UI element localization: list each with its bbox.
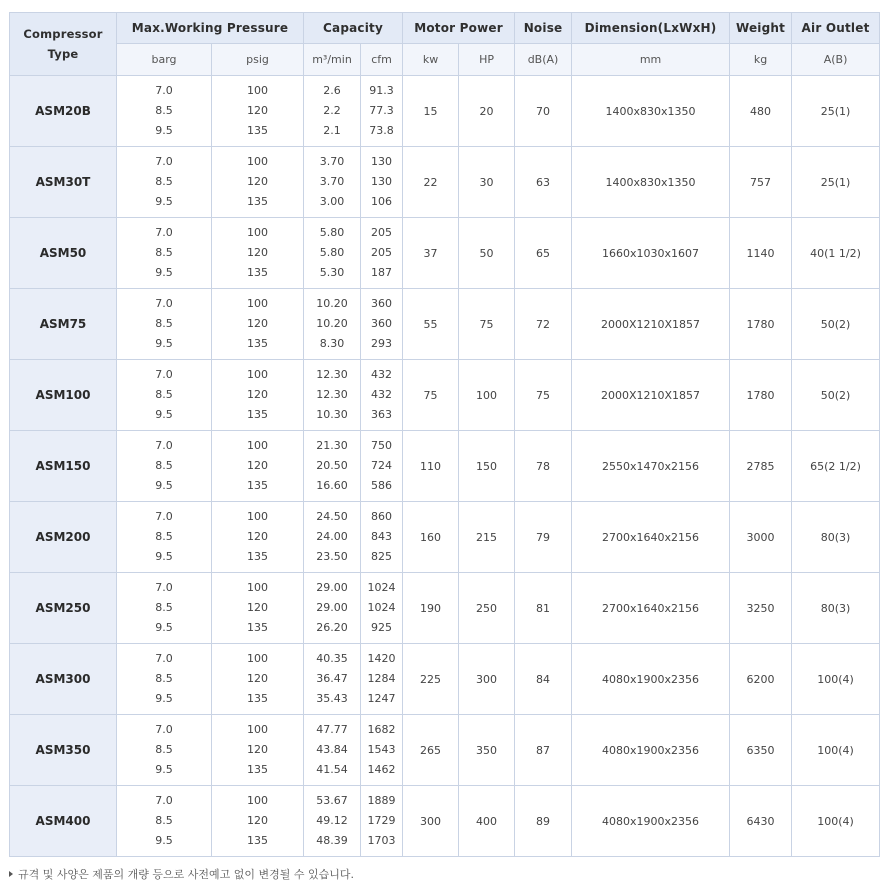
barg-cell [117,573,212,644]
m3min-cell-value: 49.12 [316,814,348,827]
weight-cell: 3000 [730,502,792,573]
barg-cell-value: 7.0 [155,723,173,736]
m3min-cell-value: 12.30 [316,388,348,401]
cfm-cell [361,289,403,360]
barg-cell-value: 8.5 [155,317,173,330]
kw-cell: 225 [403,644,459,715]
unit-m3min: m³/min [304,44,361,76]
barg-cell-value: 8.5 [155,246,173,259]
psig-cell [212,715,304,786]
barg-cell-value: 9.5 [155,266,173,279]
cfm-cell [361,715,403,786]
psig-cell-value: 135 [247,479,268,492]
footnote [9,866,354,882]
outlet-cell: 100(4) [792,644,880,715]
cfm-cell-value: 1247 [367,692,396,705]
table-row [10,502,880,573]
noise-cell: 72 [515,289,572,360]
outlet-cell: 25(1) [792,76,880,147]
m3min-cell-value: 5.30 [319,266,345,279]
psig-cell [212,573,304,644]
barg-cell-value: 9.5 [155,621,173,634]
barg-cell-value: 7.0 [155,84,173,97]
model-cell: ASM30T [10,147,117,218]
m3min-cell [304,573,361,644]
barg-cell-value: 9.5 [155,408,173,421]
outlet-cell: 100(4) [792,715,880,786]
cfm-cell-value: 73.8 [369,124,394,137]
m3min-cell-value: 8.30 [319,337,345,350]
cfm-cell [361,502,403,573]
cfm-cell [361,147,403,218]
noise-cell: 89 [515,786,572,857]
model-cell: ASM350 [10,715,117,786]
table-row [10,218,880,289]
cfm-cell-value: 586 [371,479,393,492]
dimension-cell: 2000X1210X1857 [572,360,730,431]
barg-cell [117,644,212,715]
cfm-cell-value: 1024 [367,601,396,614]
m3min-cell-value: 24.50 [316,510,348,523]
noise-cell: 79 [515,502,572,573]
barg-cell-value: 8.5 [155,530,173,543]
cfm-cell-value: 91.3 [369,84,394,97]
m3min-cell-value: 5.80 [319,246,345,259]
barg-cell-value: 8.5 [155,175,173,188]
table-row [10,573,880,644]
psig-cell [212,76,304,147]
cfm-cell-value: 130 [371,155,393,168]
psig-cell-value: 120 [247,743,268,756]
m3min-cell [304,502,361,573]
cfm-cell-value: 363 [371,408,393,421]
psig-cell [212,289,304,360]
barg-cell-value: 8.5 [155,814,173,827]
barg-cell [117,289,212,360]
m3min-cell-value: 26.20 [316,621,348,634]
cfm-cell-value: 825 [371,550,393,563]
hp-cell: 150 [459,431,515,502]
hp-cell: 250 [459,573,515,644]
barg-cell [117,76,212,147]
psig-cell-value: 135 [247,621,268,634]
model-cell: ASM400 [10,786,117,857]
model-cell: ASM150 [10,431,117,502]
psig-cell-value: 135 [247,834,268,847]
cfm-cell-value: 925 [371,621,393,634]
weight-cell: 757 [730,147,792,218]
psig-cell-value: 100 [247,794,268,807]
dimension-cell: 2550x1470x2156 [572,431,730,502]
weight-cell: 2785 [730,431,792,502]
dimension-cell: 4080x1900x2356 [572,715,730,786]
spec-table-container [9,12,880,857]
barg-cell [117,360,212,431]
outlet-cell: 50(2) [792,360,880,431]
hp-cell: 30 [459,147,515,218]
cfm-cell-value: 77.3 [369,104,394,117]
barg-cell-value: 7.0 [155,510,173,523]
psig-cell-value: 100 [247,84,268,97]
m3min-cell-value: 10.20 [316,317,348,330]
dimension-cell: 1660x1030x1607 [572,218,730,289]
weight-cell: 1780 [730,289,792,360]
m3min-cell [304,715,361,786]
m3min-cell-value: 10.20 [316,297,348,310]
cfm-cell [361,786,403,857]
m3min-cell-value: 21.30 [316,439,348,452]
barg-cell [117,147,212,218]
header-compressor-type [10,13,117,76]
hp-cell: 50 [459,218,515,289]
barg-cell [117,786,212,857]
hp-cell: 75 [459,289,515,360]
dimension-cell: 4080x1900x2356 [572,786,730,857]
cfm-cell-value: 724 [371,459,393,472]
barg-cell-value: 9.5 [155,550,173,563]
dimension-cell: 2700x1640x2156 [572,573,730,644]
table-row [10,644,880,715]
model-cell: ASM300 [10,644,117,715]
header-noise: Noise [515,13,572,44]
barg-cell-value: 9.5 [155,195,173,208]
outlet-cell: 40(1 1/2) [792,218,880,289]
cfm-cell [361,644,403,715]
m3min-cell-value: 40.35 [316,652,348,665]
barg-cell-value: 7.0 [155,439,173,452]
m3min-cell-value: 29.00 [316,601,348,614]
outlet-cell: 50(2) [792,289,880,360]
footnote-text: 규격 및 사양은 제품의 개량 등으로 사전예고 없이 변경될 수 있습니다. [18,868,354,881]
model-cell: ASM75 [10,289,117,360]
unit-kw: kw [403,44,459,76]
dimension-cell: 1400x830x1350 [572,147,730,218]
psig-cell-value: 100 [247,581,268,594]
psig-cell [212,644,304,715]
psig-cell-value: 120 [247,175,268,188]
unit-outlet: A(B) [792,44,880,76]
psig-cell-value: 135 [247,550,268,563]
psig-cell-value: 120 [247,459,268,472]
psig-cell-value: 100 [247,439,268,452]
cfm-cell-value: 106 [371,195,393,208]
psig-cell-value: 120 [247,530,268,543]
unit-kg: kg [730,44,792,76]
kw-cell: 55 [403,289,459,360]
dimension-cell: 2000X1210X1857 [572,289,730,360]
table-row [10,431,880,502]
kw-cell: 300 [403,786,459,857]
kw-cell: 22 [403,147,459,218]
unit-cfm: cfm [361,44,403,76]
psig-cell [212,360,304,431]
m3min-cell-value: 3.70 [319,155,345,168]
dimension-cell: 1400x830x1350 [572,76,730,147]
noise-cell: 65 [515,218,572,289]
header-row [10,13,880,44]
hp-cell: 400 [459,786,515,857]
weight-cell: 6350 [730,715,792,786]
m3min-cell-value: 16.60 [316,479,348,492]
m3min-cell-value: 5.80 [319,226,345,239]
cfm-cell [361,431,403,502]
psig-cell-value: 120 [247,814,268,827]
cfm-cell-value: 205 [371,226,393,239]
psig-cell-value: 120 [247,672,268,685]
table-row [10,76,880,147]
psig-cell-value: 120 [247,388,268,401]
cfm-cell [361,573,403,644]
table-row [10,147,880,218]
outlet-cell: 25(1) [792,147,880,218]
model-cell: ASM50 [10,218,117,289]
noise-cell: 70 [515,76,572,147]
m3min-cell [304,76,361,147]
barg-cell-value: 8.5 [155,459,173,472]
barg-cell-value: 7.0 [155,155,173,168]
kw-cell: 75 [403,360,459,431]
header-weight: Weight [730,13,792,44]
dimension-cell: 2700x1640x2156 [572,502,730,573]
barg-cell-value: 8.5 [155,743,173,756]
outlet-cell: 80(3) [792,573,880,644]
table-row [10,360,880,431]
noise-cell: 63 [515,147,572,218]
cfm-cell-value: 1703 [367,834,396,847]
barg-cell-value: 7.0 [155,226,173,239]
kw-cell: 190 [403,573,459,644]
barg-cell-value: 8.5 [155,104,173,117]
psig-cell-value: 135 [247,408,268,421]
m3min-cell-value: 47.77 [316,723,348,736]
m3min-cell-value: 2.6 [323,84,341,97]
unit-dba: dB(A) [515,44,572,76]
cfm-cell-value: 750 [371,439,393,452]
unit-row [10,44,880,76]
header-compressor-type-line2: Type [47,47,79,61]
barg-cell-value: 8.5 [155,672,173,685]
kw-cell: 160 [403,502,459,573]
m3min-cell [304,360,361,431]
psig-cell-value: 100 [247,723,268,736]
m3min-cell [304,786,361,857]
cfm-cell-value: 130 [371,175,393,188]
cfm-cell-value: 205 [371,246,393,259]
spec-table [9,12,880,857]
m3min-cell [304,218,361,289]
header-capacity: Capacity [304,13,403,44]
outlet-cell: 65(2 1/2) [792,431,880,502]
m3min-cell [304,147,361,218]
barg-cell-value: 7.0 [155,368,173,381]
m3min-cell-value: 2.2 [323,104,341,117]
m3min-cell [304,644,361,715]
header-motor-power: Motor Power [403,13,515,44]
kw-cell: 265 [403,715,459,786]
hp-cell: 20 [459,76,515,147]
psig-cell-value: 100 [247,368,268,381]
barg-cell-value: 9.5 [155,124,173,137]
psig-cell-value: 135 [247,195,268,208]
kw-cell: 37 [403,218,459,289]
header-compressor-type-line1: Compressor [23,27,103,41]
weight-cell: 6430 [730,786,792,857]
m3min-cell-value: 2.1 [323,124,341,137]
cfm-cell-value: 1729 [367,814,396,827]
cfm-cell-value: 360 [371,297,393,310]
m3min-cell-value: 3.00 [319,195,345,208]
barg-cell-value: 9.5 [155,763,173,776]
psig-cell-value: 100 [247,226,268,239]
header-max-pressure: Max.Working Pressure [117,13,304,44]
weight-cell: 6200 [730,644,792,715]
table-row [10,786,880,857]
model-cell: ASM100 [10,360,117,431]
model-cell: ASM250 [10,573,117,644]
m3min-cell-value: 10.30 [316,408,348,421]
m3min-cell-value: 12.30 [316,368,348,381]
cfm-cell-value: 432 [371,368,393,381]
m3min-cell-value: 41.54 [316,763,348,776]
noise-cell: 78 [515,431,572,502]
unit-barg: barg [117,44,212,76]
hp-cell: 300 [459,644,515,715]
table-row [10,289,880,360]
cfm-cell-value: 293 [371,337,393,350]
psig-cell-value: 135 [247,124,268,137]
model-cell: ASM200 [10,502,117,573]
m3min-cell-value: 53.67 [316,794,348,807]
cfm-cell-value: 1284 [367,672,396,685]
barg-cell [117,431,212,502]
psig-cell [212,786,304,857]
barg-cell [117,218,212,289]
hp-cell: 215 [459,502,515,573]
psig-cell-value: 135 [247,763,268,776]
outlet-cell: 80(3) [792,502,880,573]
model-cell: ASM20B [10,76,117,147]
header-dimension: Dimension(LxWxH) [572,13,730,44]
noise-cell: 75 [515,360,572,431]
hp-cell: 350 [459,715,515,786]
cfm-cell [361,76,403,147]
psig-cell [212,431,304,502]
cfm-cell-value: 187 [371,266,393,279]
barg-cell-value: 9.5 [155,834,173,847]
barg-cell [117,502,212,573]
cfm-cell-value: 1462 [367,763,396,776]
bullet-arrow-icon [9,871,13,877]
cfm-cell-value: 1024 [367,581,396,594]
m3min-cell-value: 36.47 [316,672,348,685]
weight-cell: 3250 [730,573,792,644]
psig-cell-value: 135 [247,266,268,279]
barg-cell-value: 9.5 [155,692,173,705]
cfm-cell-value: 860 [371,510,393,523]
psig-cell-value: 120 [247,601,268,614]
psig-cell-value: 100 [247,510,268,523]
psig-cell-value: 120 [247,317,268,330]
m3min-cell-value: 43.84 [316,743,348,756]
psig-cell [212,502,304,573]
m3min-cell-value: 23.50 [316,550,348,563]
barg-cell-value: 7.0 [155,581,173,594]
noise-cell: 87 [515,715,572,786]
m3min-cell [304,289,361,360]
psig-cell-value: 100 [247,155,268,168]
unit-hp: HP [459,44,515,76]
barg-cell-value: 7.0 [155,794,173,807]
noise-cell: 84 [515,644,572,715]
outlet-cell: 100(4) [792,786,880,857]
barg-cell [117,715,212,786]
weight-cell: 480 [730,76,792,147]
cfm-cell-value: 1420 [367,652,396,665]
cfm-cell-value: 360 [371,317,393,330]
barg-cell-value: 8.5 [155,601,173,614]
hp-cell: 100 [459,360,515,431]
cfm-cell-value: 1543 [367,743,396,756]
weight-cell: 1140 [730,218,792,289]
m3min-cell-value: 3.70 [319,175,345,188]
m3min-cell-value: 29.00 [316,581,348,594]
table-row [10,715,880,786]
weight-cell: 1780 [730,360,792,431]
psig-cell [212,147,304,218]
barg-cell-value: 9.5 [155,337,173,350]
m3min-cell-value: 24.00 [316,530,348,543]
spec-table-body [10,76,880,857]
psig-cell-value: 100 [247,297,268,310]
cfm-cell-value: 1889 [367,794,396,807]
psig-cell-value: 120 [247,246,268,259]
unit-psig: psig [212,44,304,76]
noise-cell: 81 [515,573,572,644]
m3min-cell-value: 20.50 [316,459,348,472]
m3min-cell [304,431,361,502]
cfm-cell-value: 1682 [367,723,396,736]
header-air-outlet: Air Outlet [792,13,880,44]
barg-cell-value: 7.0 [155,652,173,665]
barg-cell-value: 7.0 [155,297,173,310]
psig-cell [212,218,304,289]
kw-cell: 110 [403,431,459,502]
kw-cell: 15 [403,76,459,147]
m3min-cell-value: 48.39 [316,834,348,847]
psig-cell-value: 135 [247,337,268,350]
unit-mm: mm [572,44,730,76]
cfm-cell [361,218,403,289]
dimension-cell: 4080x1900x2356 [572,644,730,715]
psig-cell-value: 120 [247,104,268,117]
cfm-cell-value: 432 [371,388,393,401]
barg-cell-value: 9.5 [155,479,173,492]
cfm-cell-value: 843 [371,530,393,543]
psig-cell-value: 100 [247,652,268,665]
m3min-cell-value: 35.43 [316,692,348,705]
barg-cell-value: 8.5 [155,388,173,401]
psig-cell-value: 135 [247,692,268,705]
cfm-cell [361,360,403,431]
